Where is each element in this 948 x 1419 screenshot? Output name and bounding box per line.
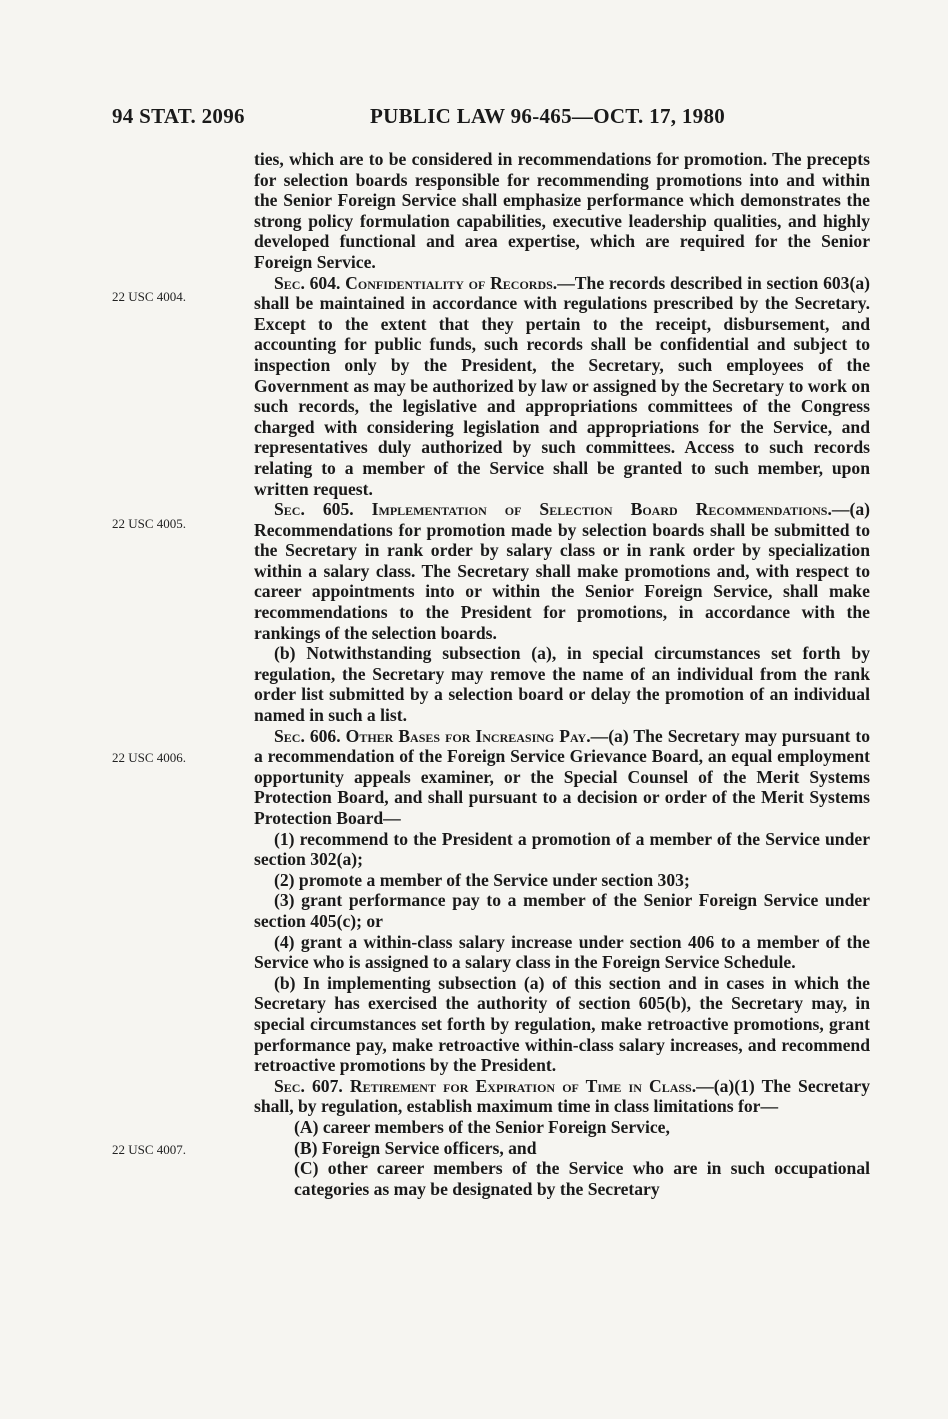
margin-note-usc-4005: 22 USC 4005. bbox=[112, 516, 187, 531]
margin-note-usc-4004: 22 USC 4004. bbox=[112, 289, 187, 304]
section-604 bbox=[254, 273, 870, 500]
section-605-b: (b) Notwithstanding subsection (a), in special circumstances set forth by regulation, the Secretary may remove the name of an individual from the rank order list submitted by a selection board or delay the promotion of an individual named in such a list. bbox=[254, 643, 870, 726]
section-606-item-4: (4) grant a within-class salary increase under section 406 to a member of the Service who is assigned to a salary class in the Foreign Service Schedule. bbox=[254, 931, 870, 973]
section-605 bbox=[254, 499, 870, 643]
section-607-text: —(a)(1) The Secretary shall, by regulation, establish maximum time in class limitations for— bbox=[254, 1075, 870, 1117]
section-606-text: —(a) The Secretary may pursuant to a recommendation of the Foreign Service Grievance Board, an equal employment opportunity appeals examiner, or the Special Counsel of the Merit Systems Protection Board, and shall pursuant to a decision or order of the Merit Systems Protection Board— bbox=[254, 725, 870, 828]
section-606-item-1: (1) recommend to the President a promotion of a member of the Service under section 302(a); bbox=[254, 828, 870, 870]
margin-note-usc-4007: 22 USC 4007. bbox=[112, 1142, 187, 1157]
section-607-item-c: (C) other career members of the Service who are in such occupational categories as may be designated by the Secretary bbox=[294, 1158, 870, 1199]
section-607-item-a: (A) career members of the Senior Foreign Service, bbox=[294, 1116, 670, 1137]
public-law-title: PUBLIC LAW 96-465—OCT. 17, 1980 bbox=[370, 104, 726, 128]
page-header bbox=[112, 104, 812, 134]
section-607 bbox=[254, 1076, 870, 1117]
section-606-b: (b) In implementing subsection (a) of this section and in cases in which the Secretary has exercised the authority of section 605(b), the Secretary may, in special circumstances set forth by regulation, make retroactive promotions, grant performance pay, make retroactive within-class salary increases, and recommend retroactive promotions by the President. bbox=[254, 972, 870, 1076]
section-606-title: Other Bases for Increasing Pay. bbox=[345, 725, 591, 746]
section-606-number: Sec. 606. bbox=[274, 725, 341, 746]
section-607-item-b: (B) Foreign Service officers, and bbox=[294, 1137, 537, 1158]
statute-page-number: 94 STAT. 2096 bbox=[112, 104, 245, 128]
statute-body bbox=[254, 149, 870, 1199]
section-607-title: Retirement for Expiration of Time in Class. bbox=[349, 1075, 697, 1096]
section-605-title: Implementation of Selection Board Recommendations. bbox=[371, 499, 832, 520]
section-606-item-2: (2) promote a member of the Service under section 303; bbox=[274, 869, 690, 890]
section-607-number: Sec. 607. bbox=[274, 1075, 343, 1096]
section-604-text: —The records described in section 603(a) shall be maintained in accordance with regulations prescribed by the Secretary. Except to the extent that they pertain to the receipt, disbursement, and accounting for public funds, such records shall be confidential and subject to inspection only by the President, the Secretary, such employees of the Government as may be authorized by law or assigned by the Secretary to work on such records, the legislative and appropriations committees of the Congress charged with considering legislation and appropriations for the Service, and representatives duly authorized by such committees. Access to such records relating to a member of the Service shall be granted to such member, upon written request. bbox=[254, 272, 870, 499]
section-604-number: Sec. 604. bbox=[274, 272, 341, 293]
section-605-number: Sec. 605. bbox=[274, 499, 354, 520]
section-606 bbox=[254, 726, 870, 829]
section-604-title: Confidentiality of Records. bbox=[345, 272, 558, 293]
margin-note-usc-4006: 22 USC 4006. bbox=[112, 750, 187, 765]
section-606-item-3: (3) grant performance pay to a member of the Senior Foreign Service under section 405(c); or bbox=[254, 890, 870, 931]
paragraph-continuation: ties, which are to be considered in recommendations for promotion. The precepts for selection boards responsible for recommending promotions into and within the Senior Foreign Service shall emphasize performance which demonstrates the strong policy formulation capabilities, executive leadership qualities, and highly developed functional and area expertise, which are required for the Senior Foreign Service. bbox=[254, 149, 870, 272]
section-605-text: —(a) Recommendations for promotion made by selection boards shall be submitted to the Secretary in rank order by salary class or in rank order by specialization within a salary class. The Secretary shall make promotions and, with respect to career appointments into or within the Senior Foreign Service, shall make recommendations to the President for promotions, in accordance with the rankings of the selection boards. bbox=[254, 499, 870, 643]
